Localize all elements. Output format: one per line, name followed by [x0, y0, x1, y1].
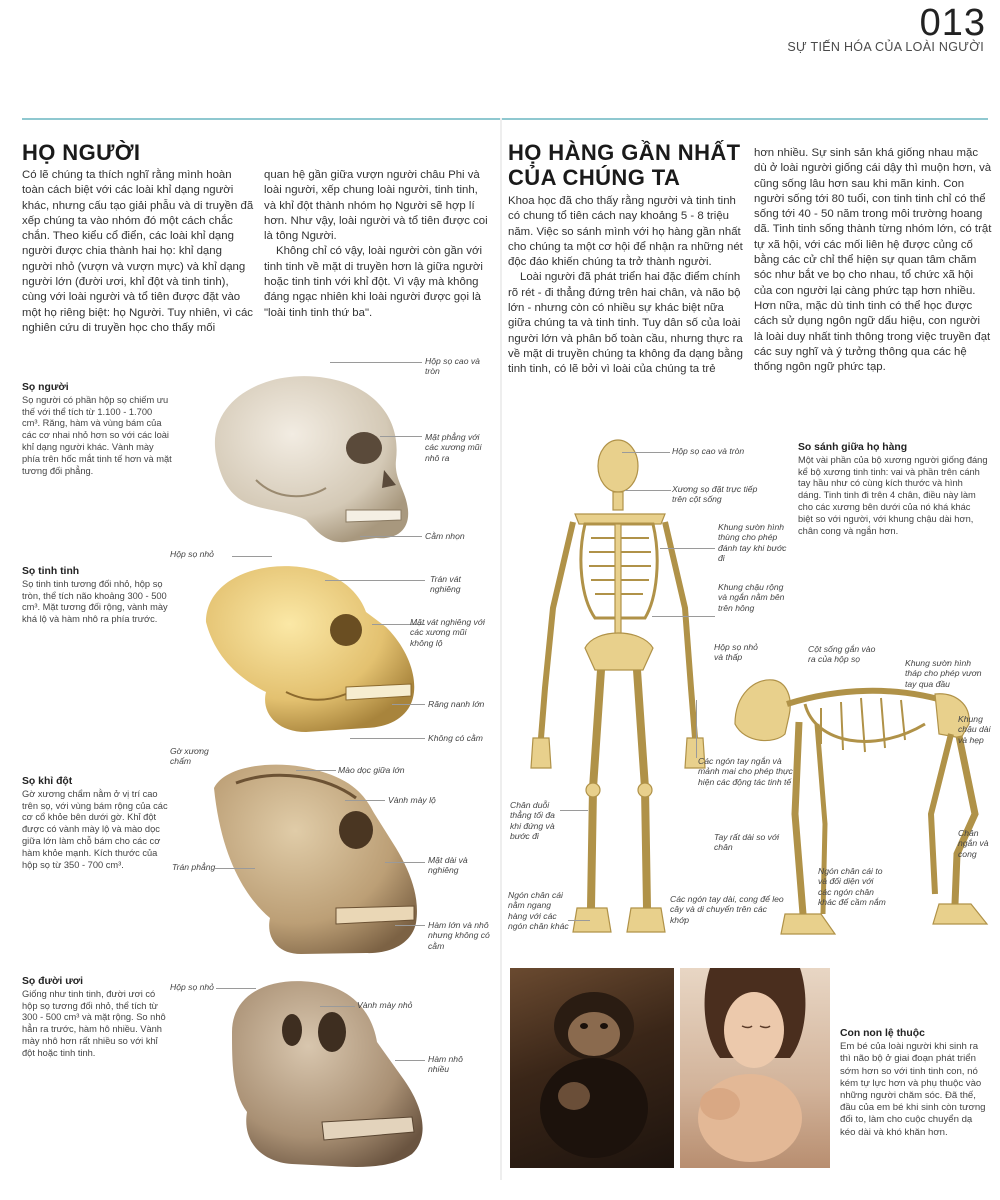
page-gutter: [500, 118, 502, 1180]
leader-line: [652, 616, 715, 617]
leader-line: [216, 988, 256, 989]
right-title-line-2: CỦA CHÚNG TA: [508, 165, 681, 190]
callout-gorilla-brow: Vành mày lộ: [388, 795, 436, 805]
leader-line: [215, 868, 255, 869]
leader-line: [395, 1060, 425, 1061]
gorilla-skull-image: [206, 758, 426, 958]
callout-human-pelvis: Khung chậu rộng và ngắn nằm bên trên hông: [718, 582, 785, 613]
callout-gorilla-forehead: Trán phẳng: [172, 862, 216, 872]
callout-human-arms: Tay rất dài so với chân: [714, 832, 780, 853]
photo-caption: [840, 1028, 990, 1139]
skull-caption-title: Sọ người: [22, 382, 69, 393]
skull-caption-title: Sọ khỉ đột: [22, 776, 73, 787]
leader-line: [232, 556, 272, 557]
right-body-col1: [508, 194, 746, 378]
right-section-title: [508, 140, 748, 190]
comparison-caption: [798, 442, 988, 537]
leader-line: [392, 704, 425, 705]
callout-chimp-spine: Cột sống gắn vào ra của hộp sọ: [808, 644, 876, 665]
left-body-col2: [264, 168, 492, 321]
mother-baby-photo: [680, 968, 830, 1168]
callout-human-toes: Ngón chân cái nằm ngang hàng với các ngón chân khác: [508, 890, 569, 932]
skull-caption-chimp: [22, 566, 172, 626]
leader-line: [296, 770, 336, 771]
callout-gorilla-crest: Gờ xương chẩm: [170, 746, 209, 767]
page-number: 013: [919, 2, 986, 44]
callout-human-skull: Hộp sọ cao và tròn: [672, 446, 745, 456]
callout-chimp-pelvis: Khung chậu dài và hẹp: [958, 714, 991, 745]
callout-chimp-face: Mặt vát nghiêng với các xương mũi không lộ: [410, 617, 485, 648]
human-skull-image: [196, 360, 426, 550]
leader-line: [385, 862, 425, 863]
leader-line: [360, 536, 422, 537]
leader-line: [622, 452, 670, 453]
callout-chimp-forehead: Trán vát nghiêng: [430, 574, 461, 595]
left-section-title: HỌ NGƯỜI: [22, 140, 141, 165]
right-body-col2: [754, 146, 992, 375]
photo-caption-title: Con non lệ thuộc: [840, 1028, 925, 1039]
leader-line: [380, 436, 422, 437]
leader-line: [320, 1006, 355, 1007]
callout-gorilla-sagittal: Mào dọc giữa lớn: [338, 765, 405, 775]
skull-caption-text: Gờ xương chẩm nằm ở vị trí cao trên sọ, với vùng bám rộng của các cơ cổ khỏe bên dưới gờ. Khỉ đột được có vành mày lộ và mào dọc giữa lớn làm chỗ bám cho các cơ hàm khỏe mạnh. Kích thước của hộp sọ từ 350 - 700 cm³.: [22, 788, 168, 870]
right-paragraph-2: Loài người đã phát triển hai đặc điểm chính rõ rét - đi thẳng đứng trên hai chân, và não bộ lớn - nhưng còn có nhiều sự khác biệt nữa giữa chúng ta và tinh tinh. Tuy dân số của loài người lớn và phân bố toàn cầu, nhưng thực ra về mặt di truyền chúng ta không đa dạng bằng tinh tinh, có lẽ bởi vì loài của chúng ta trẻ: [508, 271, 743, 376]
left-body-col1: [22, 168, 254, 336]
callout-orangutan-jaw: Hàm nhô nhiều: [428, 1054, 463, 1075]
right-paragraph-3: hơn nhiều. Sự sinh sản khá giống nhau mặc dù ở loài người giống cái dậy thì muộn hơn, và cũng sống lâu hơn sau khi mãn kinh. Con người sống tới 80 tuổi, con tinh tinh chỉ có thể sống tới 40 - 50 năm trong môi trường hoang dã. Tinh tinh sống thành từng nhóm lớn, có trật tự xã hội, với các mối liên hệ được củng cố bằng các cử chỉ thể hiện sự quan tâm chăm sóc như bắt ve bọ cho nhau, tổ chức xã hội của con người lại càng phức tạp hơn nhiều. Hơn nữa, mặc dù tinh tinh có thể học được cách sử dụng ngôn ngữ dấu hiệu, con người là loài duy nhất tinh thông trong việc truyền đạt các suy nghĩ và ý tưởng thông qua các hệ thống ngôn ngữ phức tạp.: [754, 147, 992, 374]
callout-chimp-toes: Ngón chân cái to và đối diện với các ngón chân khác để cầm nắm: [818, 866, 886, 908]
left-paragraph-1: Có lẽ chúng ta thích nghĩ rằng mình hoàn toàn cách biệt với các loài khỉ dạng người khác, nhưng cấu tạo giải phẫu và di truyền đã xếp chúng ta vào nhóm đó một cách chắc chắn. Theo kiểu cổ điển, các loài khỉ dạng người được chia thành hai họ: khỉ dạng người nhỏ (vượn và vượn mực) và khỉ dạng người lớn (đười ươi, khỉ đột và tinh tinh), cùng với loài người và tổ tiên được đặt vào một họ riêng biệt: họ Người. Tuy nhiên, vì các nghiên cứu di truyền học cho thấy mối: [22, 169, 254, 334]
leader-line: [345, 800, 385, 801]
leader-line: [625, 490, 671, 491]
leader-line: [660, 548, 715, 549]
right-title-line-1: HỌ HÀNG GẦN NHẤT: [508, 140, 741, 165]
comparison-title: So sánh giữa họ hàng: [798, 442, 908, 453]
callout-human-ribcage: Khung sườn hình thùng cho phép đánh tay khi bước đi: [718, 522, 787, 564]
callout-human-spine: Xương sọ đặt trực tiếp trên cột sống: [672, 484, 758, 505]
skull-caption-text: Sọ người có phần hộp sọ chiếm ưu thế với thể tích từ 1.100 - 1.700 cm³. Răng, hàm và vùng bám của các cơ nhai nhỏ hơn so với các loài khỉ dạng người khác. Vành mày phía trên hốc mắt tinh tế hơn và mặt tương đối phẳng.: [22, 394, 172, 476]
leader-line: [568, 920, 590, 921]
skull-caption-title: Sọ đười ươi: [22, 976, 83, 987]
callout-human-cranium: Hộp sọ cao và tròn: [425, 356, 480, 377]
callout-human-face: Mặt phẳng với các xương mũi nhô ra: [425, 432, 482, 463]
callout-orangutan-cranium: Hộp sọ nhỏ: [170, 982, 214, 992]
leader-line: [350, 738, 425, 739]
human-skeleton-image: [515, 438, 715, 958]
skull-caption-orangutan: [22, 976, 172, 1060]
leader-line: [395, 925, 425, 926]
left-paragraph-2: quan hệ gần giữa vượn người châu Phi và loài người, xếp chung loài người, tinh tinh, và khỉ đột thành nhóm họ Người sẽ hợp lí hơn. Như vậy, loài người và tổ tiên được coi là tông Người.: [264, 169, 488, 243]
callout-human-fingers: Các ngón tay ngắn và mảnh mai cho phép thực hiện các động tác tinh tế: [698, 756, 793, 787]
skull-caption-text: Sọ tinh tinh tương đối nhỏ, hộp sọ tròn, thể tích não khoảng 300 - 500 cm³. Mặt tương đối rộng, vành mày khá lộ và hàm nhô ra phía trước.: [22, 578, 168, 625]
photo-caption-text: Em bé của loài người khi sinh ra thì não bộ ở giai đoạn phát triển sớm hơn so với tinh tinh con, nó kém tự lực hơn và phụ thuộc vào những người chăm sóc. Đã thế, đầu của em bé khi sinh còn tương đối to, làm cho cuộc chuyển dạ kéo dài và khó khăn hơn.: [840, 1041, 986, 1138]
callout-chimp-ribcage: Khung sườn hình tháp cho phép vươn tay qua đầu: [905, 658, 982, 689]
right-paragraph-1: Khoa học đã cho thấy rằng người và tinh tinh có chung tổ tiên cách nay khoảng 5 - 8 triệu năm. Việc so sánh mình với họ hàng gần nhất cho chúng ta một cơ hội để nhận ra những nét độc đáo khiến chúng ta trở thành người.: [508, 195, 743, 269]
callout-gorilla-jaw: Hàm lớn và nhô nhưng không có cằm: [428, 920, 490, 951]
leader-line: [325, 580, 425, 581]
header-rule: [22, 118, 988, 120]
left-paragraph-3: Không chỉ có vậy, loài người còn gần với tinh tinh về mặt di truyền hơn là giữa người hoặc tinh tinh với khỉ đột. Vì vậy mà không đáng ngạc nhiên khi loài người được gọi là "loài tinh tinh thứ ba".: [264, 245, 483, 319]
skull-caption-gorilla: [22, 776, 172, 871]
callout-chimp-legs: Chân ngắn và cong: [958, 828, 989, 859]
callout-human-hands: Các ngón tay dài, cong để leo cây và di chuyển trên các khớp: [670, 894, 784, 925]
leader-line: [330, 362, 422, 363]
callout-chimp-cranium: Hộp sọ nhỏ: [170, 549, 214, 559]
callout-orangutan-brow: Vành mày nhỏ: [357, 1000, 413, 1010]
callout-chimp-skull: Hộp sọ nhỏ và thấp: [714, 642, 758, 663]
callout-human-chin: Cằm nhọn: [425, 531, 465, 541]
skull-caption-human: [22, 382, 172, 477]
leader-line: [560, 810, 588, 811]
leader-line: [696, 700, 697, 758]
callout-gorilla-face: Mặt dài và nghiêng: [428, 855, 468, 876]
callout-human-legs: Chân duỗi thẳng tối đa khi đứng và bước đi: [510, 800, 555, 842]
section-title: SỰ TIẾN HÓA CỦA LOÀI NGƯỜI: [787, 40, 984, 54]
chimp-photo: [510, 968, 674, 1168]
skull-caption-title: Sọ tinh tinh: [22, 566, 80, 577]
comparison-text: Một vài phần của bộ xương người giống đáng kể bộ xương tinh tinh: vai và phần trên cánh tay hầu như có cùng kích thước và hình dáng. Tinh tinh đi trên 4 chân, điều này làm cho các xương bên dưới của nó khá khác biệt so với người, với khung chậu dài hơn, chân cong và ngắn hơn.: [798, 454, 988, 536]
skull-caption-text: Giống như tinh tinh, đười ươi có hộp sọ tương đối nhỏ, thể tích từ 300 - 500 cm³ và mặt rộng. So nhô hẳn ra trước, hàm hô nhiều. Vành mày nhô hơn rất nhiều so với khỉ đột hoặc tinh tinh.: [22, 988, 166, 1058]
callout-chimp-canine: Răng nanh lớn: [428, 699, 485, 709]
callout-chimp-chin: Không có cằm: [428, 733, 483, 743]
